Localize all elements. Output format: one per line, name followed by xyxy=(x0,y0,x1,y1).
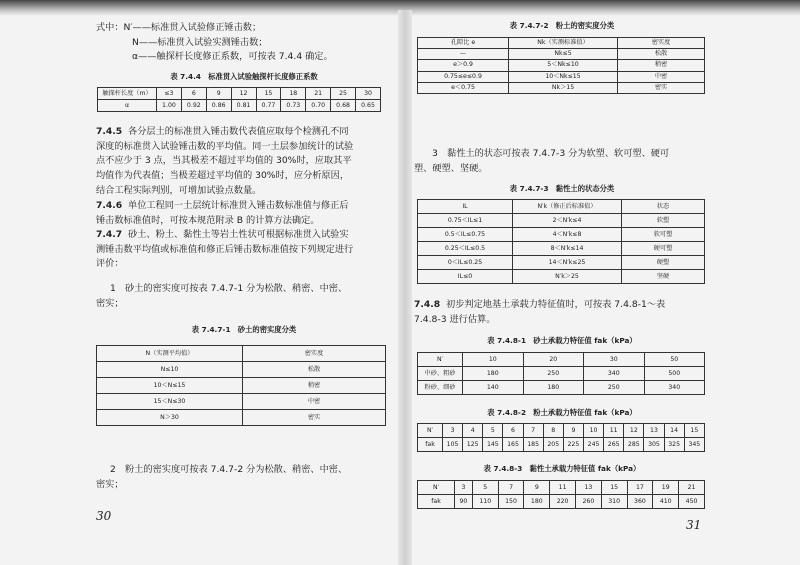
table-cell: 0.92 xyxy=(181,100,206,112)
table-cell: 密实 xyxy=(243,410,386,426)
table-cell: 205 xyxy=(543,438,563,452)
clause-line: 评价： xyxy=(96,258,124,270)
table-cell: 12 xyxy=(231,88,256,100)
table-744-caption: 表 7.4.4 标准贯入试验触探杆长度修正系数 xyxy=(170,72,318,81)
table-cell: N′k＞25 xyxy=(513,270,622,284)
table-cell: e＜0.75 xyxy=(418,82,509,93)
table-cell: 0.75≤e≤0.9 xyxy=(418,71,509,82)
table-cell: 状态 xyxy=(622,200,705,214)
table-cell: ≤3 xyxy=(157,88,182,100)
table-cell: 110 xyxy=(472,495,498,509)
table-cell: 11 xyxy=(550,481,576,495)
table-cell: 10＜N≤15 xyxy=(97,378,243,394)
table-cell: 410 xyxy=(653,495,679,509)
table-cell: 15 xyxy=(601,481,627,495)
table-744-header-row xyxy=(98,88,381,100)
table-cell: 中密 xyxy=(243,394,386,410)
item-2 xyxy=(96,463,392,492)
page-number: 31 xyxy=(686,518,702,532)
table-cell: 6 xyxy=(503,424,523,438)
table-cell: 12 xyxy=(624,424,644,438)
clause-number: 7.4.7 xyxy=(96,229,123,240)
table-cell: 19 xyxy=(653,481,679,495)
table-cell: IL≤0 xyxy=(418,270,513,284)
table-row xyxy=(418,367,705,381)
table-cell: 松散 xyxy=(618,49,705,60)
table-row xyxy=(418,60,705,71)
table-cell: 30 xyxy=(356,88,381,100)
table-cell: 0.86 xyxy=(206,100,231,112)
table-cell: Nk＞15 xyxy=(509,82,618,93)
table-cell: 180 xyxy=(524,495,550,509)
table-cell: 90 xyxy=(455,495,473,509)
table-cell: 15 xyxy=(684,424,704,438)
table-row xyxy=(97,394,386,410)
table-cell: 15＜N≤30 xyxy=(97,394,243,410)
table-cell: 0.68 xyxy=(331,100,356,112)
table-cell: 150 xyxy=(498,495,524,509)
table-cell: 225 xyxy=(563,438,583,452)
table-row xyxy=(418,270,705,284)
table-cell: 145 xyxy=(483,438,503,452)
table-cell: fak xyxy=(418,438,443,452)
table-cell: 21 xyxy=(679,481,705,495)
table-cell: 孔隙比 e xyxy=(418,38,509,49)
table-cell: 软可塑 xyxy=(622,228,705,242)
table-cell: 0.70 xyxy=(306,100,331,112)
table-cell: 软塑 xyxy=(622,214,705,228)
item-line: 2 粉土的密实度可按表 7.4.7-2 分为松散、稍密、中密、 xyxy=(110,464,348,475)
table-cell: N′ xyxy=(418,353,463,367)
table-row xyxy=(418,242,705,256)
table-cell: 220 xyxy=(550,495,576,509)
table-cell: 20 xyxy=(523,353,584,367)
right-page xyxy=(414,22,710,557)
table-row xyxy=(97,410,386,426)
clause-line: 均值作为代表值；当极差超过平均值的 30%时，应分析原因， xyxy=(96,170,350,182)
table-cell: — xyxy=(418,49,509,60)
clause-line: 初步判定地基土承载力特征值时，可按表 7.4.8-1～表 xyxy=(446,299,666,310)
table-cell: 密实度 xyxy=(618,38,705,49)
table-744 xyxy=(97,87,381,112)
table-cell: 125 xyxy=(463,438,483,452)
table-cell: 50 xyxy=(644,353,705,367)
table-cell: 0.75＜IL≤1 xyxy=(418,214,513,228)
table-row xyxy=(418,82,705,93)
table-7472 xyxy=(417,37,705,94)
table-cell: 触探杆长度（m） xyxy=(98,88,157,100)
table-cell: 340 xyxy=(644,381,705,395)
clause-746 xyxy=(96,199,392,228)
table-7483 xyxy=(417,480,705,509)
book-gutter xyxy=(398,10,412,565)
table-7482-caption: 表 7.4.8-2 粉土承载力特征值 fak（kPa） xyxy=(487,408,637,417)
clause-line: 结合工程实际判别，可增加试验点数量。 xyxy=(96,184,262,196)
table-row xyxy=(418,256,705,270)
table-cell: 5 xyxy=(483,424,503,438)
table-7473-header-row xyxy=(418,200,705,214)
table-cell: 13 xyxy=(575,481,601,495)
table-row xyxy=(418,438,705,452)
table-cell: 9 xyxy=(563,424,583,438)
table-cell: 360 xyxy=(627,495,653,509)
table-cell: 260 xyxy=(575,495,601,509)
table-cell: 2＜N′k≤4 xyxy=(513,214,622,228)
clause-line: 7.4.8-3 进行估算。 xyxy=(414,313,496,325)
item-line: 密实； xyxy=(96,478,124,490)
table-744-data-row xyxy=(98,100,381,112)
table-cell: 180 xyxy=(523,381,584,395)
table-cell: 8＜N′k≤14 xyxy=(513,242,622,256)
clause-line: 点不应少于 3 点，当其极差不超过平均值的 30%时，应取其平 xyxy=(96,155,352,167)
table-cell: 14＜N′k≤25 xyxy=(513,256,622,270)
table-cell: 15 xyxy=(256,88,281,100)
table-cell: IL xyxy=(418,200,513,214)
table-cell: 1.00 xyxy=(157,100,182,112)
item-1 xyxy=(96,282,392,311)
table-cell: 5 xyxy=(472,481,498,495)
table-row xyxy=(418,214,705,228)
table-cell: 0.77 xyxy=(256,100,281,112)
table-7473 xyxy=(417,199,705,284)
clause-747 xyxy=(96,228,392,272)
table-cell: 坚硬 xyxy=(622,270,705,284)
table-cell: N≤10 xyxy=(97,362,243,378)
table-cell: 9 xyxy=(206,88,231,100)
table-cell: 0＜IL≤0.25 xyxy=(418,256,513,270)
table-cell: 14 xyxy=(664,424,684,438)
table-cell: Nk≤5 xyxy=(509,49,618,60)
table-cell: 5＜Nk≤10 xyxy=(509,60,618,71)
table-cell: N′ xyxy=(418,424,443,438)
table-cell: 密实 xyxy=(618,82,705,93)
table-cell: 中密 xyxy=(618,71,705,82)
item-line: 密实； xyxy=(96,297,124,309)
table-cell: 17 xyxy=(627,481,653,495)
clause-number: 7.4.8 xyxy=(414,299,441,310)
table-cell: 松散 xyxy=(243,362,386,378)
clause-line: 砂土、粉土、黏性土等岩土性状可根据标准贯入试验实 xyxy=(128,229,349,240)
table-cell: 0.5＜IL≤0.75 xyxy=(418,228,513,242)
table-cell: 25 xyxy=(331,88,356,100)
item-line: 塑、硬塑、坚硬。 xyxy=(414,162,488,174)
table-cell: 0.73 xyxy=(281,100,306,112)
page-number: 30 xyxy=(96,509,112,523)
table-row xyxy=(418,495,705,509)
table-cell: 250 xyxy=(584,381,645,395)
table-cell: 140 xyxy=(463,381,524,395)
table-cell: 稍密 xyxy=(618,60,705,71)
clause-line: 锤击数标准值时，可按本规范附录 B 的计算方法确定。 xyxy=(96,214,320,226)
table-cell: 4＜N′k≤8 xyxy=(513,228,622,242)
table-cell: N′k（修正后标准值） xyxy=(513,200,622,214)
table-row xyxy=(418,381,705,395)
table-cell: 中砂、粗砂 xyxy=(418,367,463,381)
table-cell: 6 xyxy=(181,88,206,100)
table-row xyxy=(418,71,705,82)
table-cell: 4 xyxy=(463,424,483,438)
item-line: 3 黏性土的状态可按表 7.4.7-3 分为软塑、软可塑、硬可 xyxy=(432,148,670,159)
table-cell: 稍密 xyxy=(243,378,386,394)
table-row xyxy=(97,362,386,378)
table-cell: 285 xyxy=(624,438,644,452)
table-cell: 3 xyxy=(443,424,463,438)
table-7481-header-row xyxy=(418,353,705,367)
table-cell: 305 xyxy=(644,438,664,452)
table-cell: 21 xyxy=(306,88,331,100)
table-cell: 450 xyxy=(679,495,705,509)
table-cell: 7 xyxy=(523,424,543,438)
table-7472-header-row xyxy=(418,38,705,49)
table-cell: 250 xyxy=(523,367,584,381)
table-7481 xyxy=(417,352,705,395)
table-cell: 7 xyxy=(498,481,524,495)
item-line: 1 砂土的密实度可按表 7.4.7-1 分为松散、稍密、中密、 xyxy=(110,283,348,294)
clause-line: 深度的标准贯入试验锤击数的平均值。同一土层参加统计的试验 xyxy=(96,140,354,152)
table-cell: N′ xyxy=(418,481,455,495)
table-cell: 密实度 xyxy=(243,346,386,362)
left-page xyxy=(96,22,392,557)
table-cell: N（实测平均值） xyxy=(97,346,243,362)
table-cell: 265 xyxy=(604,438,624,452)
table-7483-caption: 表 7.4.8-3 黏性土承载力特征值 fak（kPa） xyxy=(483,464,641,473)
table-cell: 30 xyxy=(584,353,645,367)
table-cell: 18 xyxy=(281,88,306,100)
table-cell: 粉砂、细砂 xyxy=(418,381,463,395)
clause-number: 7.4.6 xyxy=(96,200,123,211)
table-7482 xyxy=(417,423,705,452)
table-cell: 0.65 xyxy=(356,100,381,112)
table-cell: 185 xyxy=(523,438,543,452)
clause-line: 单位工程同一土层统计标准贯入锤击数标准值与修正后 xyxy=(128,200,349,211)
table-cell: 105 xyxy=(443,438,463,452)
item-3 xyxy=(414,147,710,176)
table-7472-caption: 表 7.4.7-2 粉土的密实度分类 xyxy=(509,21,615,30)
table-cell: N＞30 xyxy=(97,410,243,426)
clause-748 xyxy=(414,298,710,327)
table-cell: fak xyxy=(418,495,455,509)
table-cell: 10＜Nk≤15 xyxy=(509,71,618,82)
table-row xyxy=(418,228,705,242)
clause-745 xyxy=(96,125,392,199)
table-cell: 硬塑 xyxy=(622,256,705,270)
table-cell: 8 xyxy=(543,424,563,438)
clause-line: 各分层土的标准贯入锤击数代表值应取每个检测孔不同 xyxy=(128,126,349,137)
table-cell: 165 xyxy=(503,438,523,452)
clause-line: 测锤击数平均值或标准值和修正后锤击数标准值按下列规定进行 xyxy=(96,243,354,255)
table-cell: 10 xyxy=(583,424,603,438)
table-cell: 11 xyxy=(604,424,624,438)
table-cell: 13 xyxy=(644,424,664,438)
table-cell: 180 xyxy=(463,367,524,381)
formula-line-2: N——标准贯入试验实测锤击数； xyxy=(132,37,268,48)
table-cell: 9 xyxy=(524,481,550,495)
table-cell: 340 xyxy=(584,367,645,381)
formula-line-1: 式中：N′——标准贯入试验修正锤击数； xyxy=(96,22,262,33)
table-cell: 硬可塑 xyxy=(622,242,705,256)
table-cell: 500 xyxy=(644,367,705,381)
table-row xyxy=(97,378,386,394)
table-7473-caption: 表 7.4.7-3 黏性土的状态分类 xyxy=(509,184,615,193)
table-7471-caption: 表 7.4.7-1 砂土的密实度分类 xyxy=(191,325,297,334)
table-7481-caption: 表 7.4.8-1 砂土承载力特征值 fak（kPa） xyxy=(487,336,637,345)
table-cell: 3 xyxy=(455,481,473,495)
table-cell: e＞0.9 xyxy=(418,60,509,71)
table-cell: 245 xyxy=(583,438,603,452)
table-cell: Nk（实测标准值） xyxy=(509,38,618,49)
table-cell: 345 xyxy=(684,438,704,452)
formula-line-3: α——触探杆长度修正系数，可按表 7.4.4 确定。 xyxy=(132,51,333,62)
table-cell: 310 xyxy=(601,495,627,509)
table-7483-header-row xyxy=(418,481,705,495)
table-cell: 0.81 xyxy=(231,100,256,112)
table-cell: 10 xyxy=(463,353,524,367)
table-7471 xyxy=(96,345,386,426)
table-row xyxy=(418,49,705,60)
table-cell: 0.25＜IL≤0.5 xyxy=(418,242,513,256)
table-7482-header-row xyxy=(418,424,705,438)
table-cell: α xyxy=(98,100,157,112)
table-7471-header-row xyxy=(97,346,386,362)
table-cell: 325 xyxy=(664,438,684,452)
clause-number: 7.4.5 xyxy=(96,126,123,137)
